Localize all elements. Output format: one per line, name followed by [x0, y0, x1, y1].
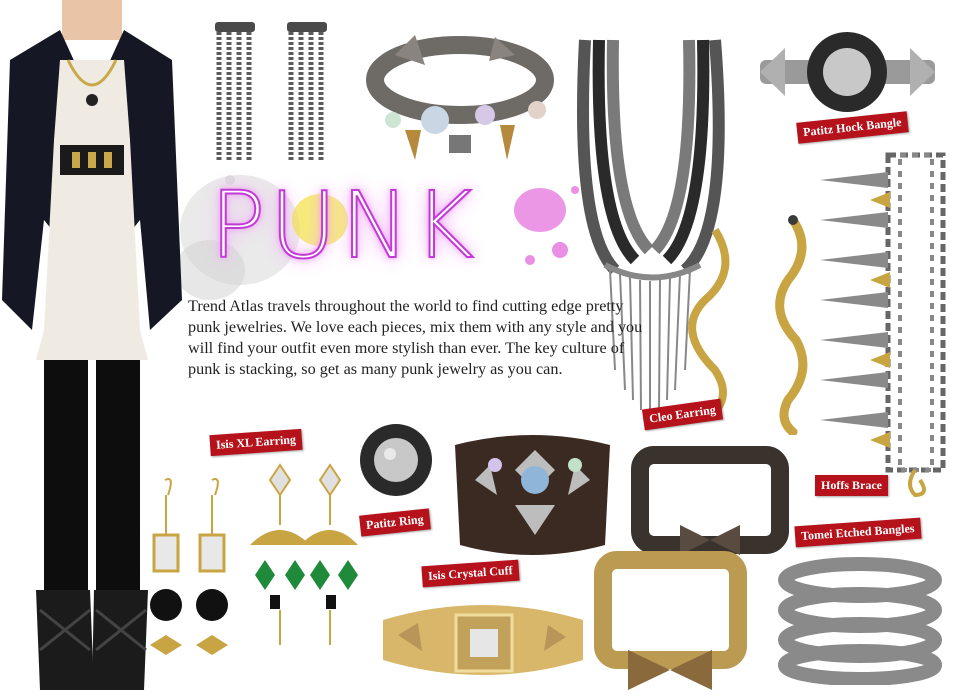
page-title: PUNK [210, 172, 478, 279]
crystal-cuff-photo [445, 425, 620, 565]
etched-bangles-stack-photo [775, 555, 945, 685]
dark-square-bangle-photo [625, 440, 795, 560]
label-isis-xl-earring: Isis XL Earring [209, 429, 302, 456]
patitz-ring-photo [356, 420, 436, 500]
gold-pyramid-cuff-photo [378, 585, 588, 695]
label-isis-crystal-cuff: Isis Crystal Cuff [421, 560, 519, 588]
gold-black-earrings-photo [140, 475, 240, 665]
charm-bracelet-photo [365, 25, 555, 165]
snake-earring-photo [768, 210, 818, 435]
label-patitz-hock-bangle: Patitz Hock Bangle [796, 111, 908, 143]
label-tomei-etched-bangles: Tomei Etched Bangles [794, 518, 921, 548]
hock-bangle-photo [755, 20, 940, 130]
green-chandelier-earrings-photo [240, 455, 360, 655]
label-patitz-ring: Patitz Ring [359, 508, 430, 536]
label-cleo-earring: Cleo Earring [642, 399, 723, 431]
intro-paragraph: Trend Atlas travels throughout the world to find cutting edge pretty punk jewelries. We love each pieces, mix them with any style and you will find your outfit even more stylish than ever. The key culture of punk is stacking, so get as many punk jewelry as you can. [188, 297, 643, 378]
gold-bow-bangle-photo [588, 545, 753, 695]
label-hoffs-brace: Hoffs Brace [815, 475, 888, 496]
spike-bracelet-photo [820, 150, 950, 500]
fringe-earrings-photo [205, 12, 345, 172]
